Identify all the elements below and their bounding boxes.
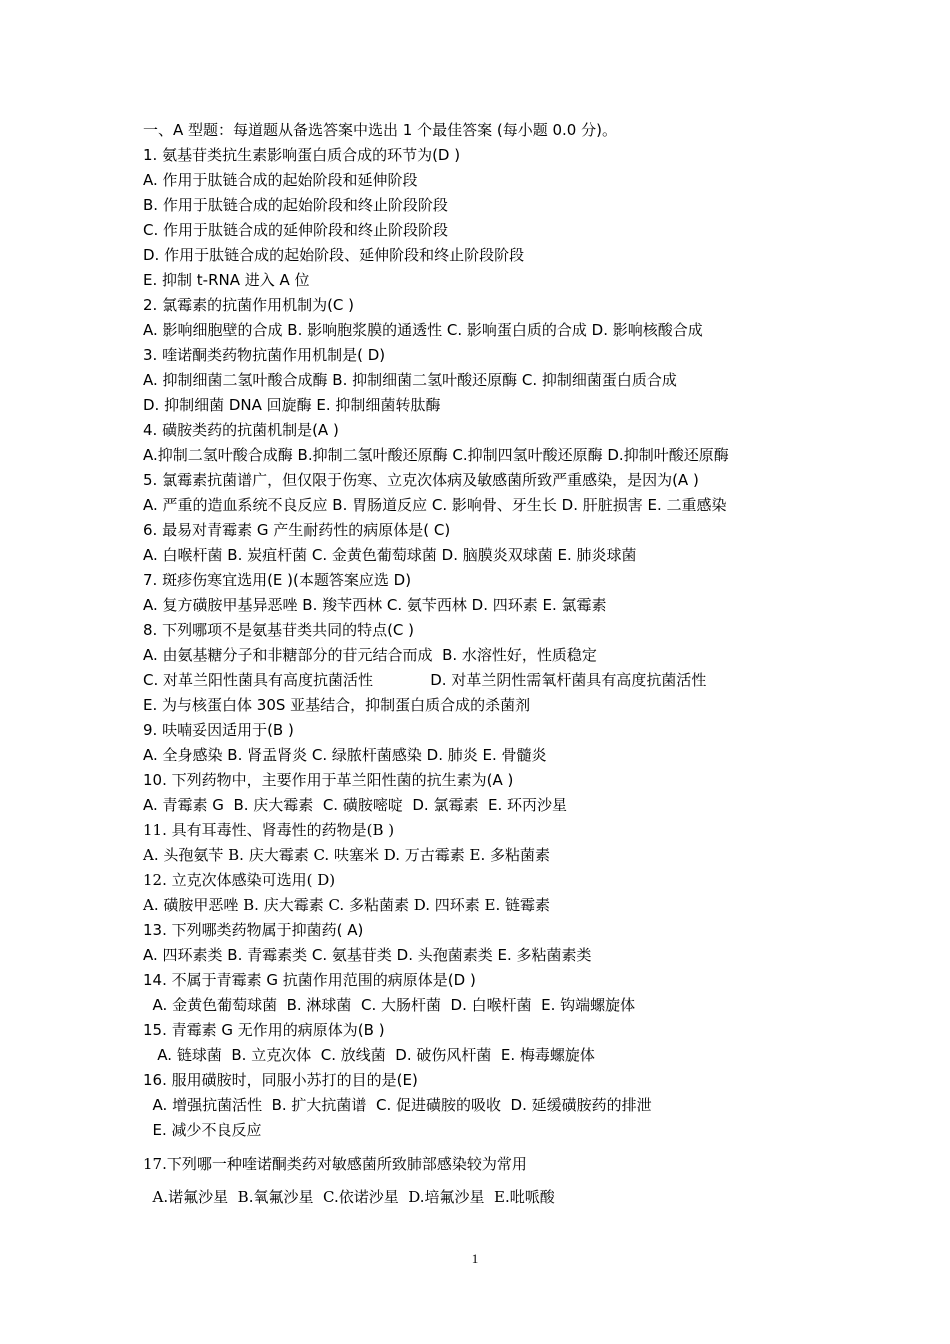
question-3-options-abc: A. 抑制细菌二氢叶酸合成酶 B. 抑制细菌二氢叶酸还原酶 C. 抑制细菌蛋白质合成 (143, 371, 677, 389)
question-8: 8. 下列哪项不是氨基苷类共同的特点(C ) (143, 621, 415, 639)
question-1-option-d: D. 作用于肽链合成的起始阶段、延伸阶段和终止阶段阶段 (143, 246, 525, 264)
question-1-option-a: A. 作用于肽链合成的起始阶段和延伸阶段 (143, 171, 418, 189)
question-1-option-e: E. 抑制 t-RNA 进入 A 位 (143, 271, 310, 289)
question-5-options: A. 严重的造血系统不良反应 B. 胃肠道反应 C. 影响骨、牙生长 D. 肝脏损害 E. 二重感染 (143, 496, 727, 514)
question-11: 11. 具有耳毒性、肾毒性的药物是(B ) (143, 821, 395, 839)
question-15: 15. 青霉素 G 无作用的病原体为(B ) (143, 1021, 385, 1039)
question-15-options: A. 链球菌 B. 立克次体 C. 放线菌 D. 破伤风杆菌 E. 梅毒螺旋体 (143, 1046, 595, 1064)
question-16-option-e: E. 减少不良反应 (143, 1121, 262, 1139)
question-4: 4. 磺胺类药的抗菌机制是(A ) (143, 421, 339, 439)
question-1-option-c: C. 作用于肽链合成的延伸阶段和终止阶段阶段 (143, 221, 449, 239)
question-8-options-cd: C. 对革兰阳性菌具有高度抗菌活性 D. 对革兰阴性需氧杆菌具有高度抗菌活性 (143, 671, 707, 689)
question-1: 1. 氨基苷类抗生素影响蛋白质合成的环节为(D ) (143, 146, 461, 164)
question-11-options: A. 头孢氨苄 B. 庆大霉素 C. 呋塞米 D. 万古霉素 E. 多粘菌素 (143, 846, 550, 864)
question-10-options: A. 青霉素 G B. 庆大霉素 C. 磺胺嘧啶 D. 氯霉素 E. 环丙沙星 (143, 796, 568, 814)
question-16: 16. 服用磺胺时，同服小苏打的目的是(E) (143, 1071, 418, 1089)
question-2-options: A. 影响细胞壁的合成 B. 影响胞浆膜的通透性 C. 影响蛋白质的合成 D. 影响核酸合成 (143, 321, 703, 339)
question-6-options: A. 白喉杆菌 B. 炭疽杆菌 C. 金黄色葡萄球菌 D. 脑膜炎双球菌 E. 肺炎球菌 (143, 546, 637, 564)
question-17-options: A.诺氟沙星 B.氧氟沙星 C.依诺沙星 D.培氟沙星 E.吡哌酸 (143, 1188, 555, 1206)
question-16-options-abcd: A. 增强抗菌活性 B. 扩大抗菌谱 C. 促进磺胺的吸收 D. 延缓磺胺药的排泄 (143, 1096, 652, 1114)
question-17: 17.下列哪一种喹诺酮类药对敏感菌所致肺部感染较为常用 (143, 1155, 527, 1173)
question-9-options: A. 全身感染 B. 肾盂肾炎 C. 绿脓杆菌感染 D. 肺炎 E. 骨髓炎 (143, 746, 547, 764)
question-7-options: A. 复方磺胺甲基异恶唑 B. 羧苄西林 C. 氨苄西林 D. 四环素 E. 氯霉素 (143, 596, 607, 614)
page-number: 1 (471, 1251, 479, 1266)
question-6: 6. 最易对青霉素 G 产生耐药性的病原体是( C) (143, 521, 451, 539)
question-1-option-b: B. 作用于肽链合成的起始阶段和终止阶段阶段 (143, 196, 448, 214)
question-14-options: A. 金黄色葡萄球菌 B. 淋球菌 C. 大肠杆菌 D. 白喉杆菌 E. 钩端螺旋体 (143, 996, 636, 1014)
question-14: 14. 不属于青霉素 G 抗菌作用范围的病原体是(D ) (143, 971, 476, 989)
question-4-options: A.抑制二氢叶酸合成酶 B.抑制二氢叶酸还原酶 C.抑制四氢叶酸还原酶 D.抑制叶酸还原酶 (143, 446, 729, 464)
question-5: 5. 氯霉素抗菌谱广，但仅限于伤寒、立克次体病及敏感菌所致严重感染，是因为(A ) (143, 471, 699, 489)
question-12-options: A. 磺胺甲恶唑 B. 庆大霉素 C. 多粘菌素 D. 四环素 E. 链霉素 (143, 896, 550, 914)
question-8-option-e: E. 为与核蛋白体 30S 亚基结合，抑制蛋白质合成的杀菌剂 (143, 696, 531, 714)
question-8-options-ab: A. 由氨基糖分子和非糖部分的苷元结合而成 B. 水溶性好，性质稳定 (143, 646, 597, 664)
question-13-options: A. 四环素类 B. 青霉素类 C. 氨基苷类 D. 头孢菌素类 E. 多粘菌素类 (143, 946, 592, 964)
question-3: 3. 喹诺酮类药物抗菌作用机制是( D) (143, 346, 386, 364)
question-3-options-de: D. 抑制细菌 DNA 回旋酶 E. 抑制细菌转肽酶 (143, 396, 441, 414)
question-13: 13. 下列哪类药物属于抑菌药( A) (143, 921, 364, 939)
question-12: 12. 立克次体感染可选用( D) (143, 871, 336, 889)
question-10: 10. 下列药物中，主要作用于革兰阳性菌的抗生素为(A ) (143, 771, 514, 789)
question-7: 7. 斑疹伤寒宜选用(E )(本题答案应选 D) (143, 571, 412, 589)
question-2: 2. 氯霉素的抗菌作用机制为(C ) (143, 296, 355, 314)
section-heading: 一、A 型题：每道题从备选答案中选出 1 个最佳答案 (每小题 0.0 分)。 (143, 121, 617, 139)
question-9: 9. 呋喃妥因适用于(B ) (143, 721, 294, 739)
